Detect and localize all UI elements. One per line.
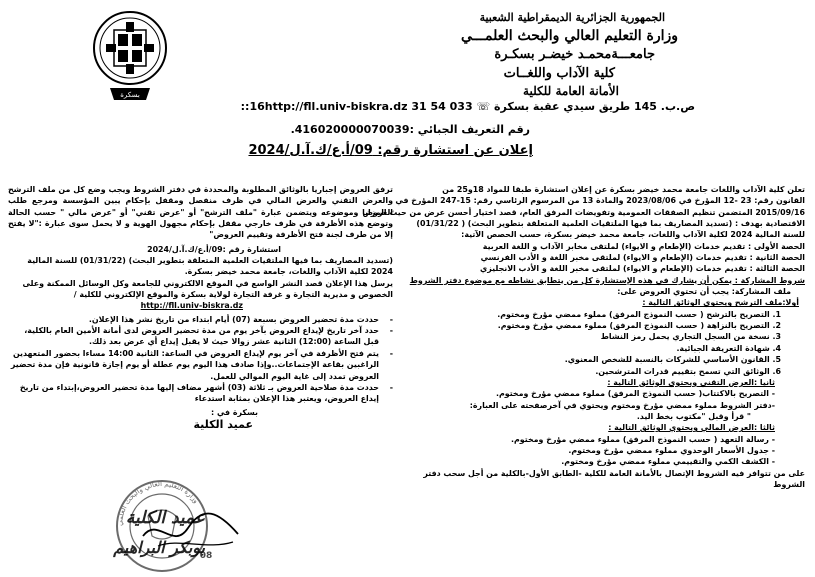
consultation-ref: استشارة رقم :09/أ.ع/ك.آ.ل/2024 (147, 244, 281, 254)
doc-item: 4. شهادة التعريفة الجبائية. (676, 343, 781, 353)
bullet-item: - حددت مدة تحضير العروض بسبعة (07) أيام ابتداء من تاريخ نشر هذا الإعلان. (88, 314, 393, 324)
right-line: القانون رقم: 23 -12 المؤرخ في 2023/08/06 والمادة 13 من المرسوم الرئاسي رقم: 15-247 المؤرخ في (395, 196, 805, 206)
purpose-text: (تسديد المصاريف بما فيها الملتقيات العلمية المتعلقة بتطوير البحث) (01/31/22) للسنة المالية 2024 لكلية الآداب واللغات، جامعة محمد خيضر بسكرة. (27, 256, 393, 277)
tax-id: رقم التعريف الجبائي :416020000070039. (290, 123, 530, 136)
doc-item: 2. التصريح بالنزاهة ( حسب النموذج المرفق) مملوء ممضي مؤرخ ومختوم. (497, 321, 781, 331)
publish-text: يرسل هذا الإعلان قصد النشر الواسع في الموقع الالكتروني للجامعة وكل الوسائل الممكنة وعلى الخصوص و مديرية التجارة و غرفة التجارة لولاية بسكرة والموقع الإلكتروني للكلية / (22, 278, 393, 300)
secretariat-title: الأمانة العامة للكلية (523, 84, 619, 98)
right-line: تعلن كلية الآداب واللغات جامعة محمد خيضر بسكرة عن إعلان استشارة طبقا للمواد 18و25 من (442, 185, 805, 194)
submission-instructions: ترفق العروض إجباريا بالوثائق المطلوبة والمحددة في دفتر الشروط ويجب وضع كل من ملف الترشح والعرض التقني والعرض المالي في ظرف منفصل ومقفل بإحكام يبين المؤسسة ومرجع طلب العروض وموضوعه ويتضمن عبارة "ملف الترشح" أو "عرض تقني" أو "عرض مالي " حسب الحالة وتوضع هذه الأظرفة في ظرف خارجي مقفل بإحكام مجهول الهوية و لا يحمل سوى عبارة :"لا يفتح إلا من طرف لجنة فتح الأظرفة وتقييم العروض" (8, 185, 393, 240)
stamp-ring-text: وزارة التعليم العالي والبحث العلمي (115, 479, 201, 527)
bullet-item: - حدد آخر تاريخ لإيداع العروض بآخر يوم من مدة تحضير العروض لدى أمانة الأمين العام بالكلية، قبل الساعة (12:00) الثانية عشر زوالا حيث لا يقبل إيداع أي عرض بعد ذلك. (24, 326, 393, 347)
ministry-title: وزارة التعليم العالي والبحث العلمـــي (461, 28, 678, 44)
signature-name: عميد الكلية (125, 508, 205, 528)
bullet-item: - حددت مدة صلاحية العروض بـ ثلاثة (03) أشهر مضاف إليها مدة تحضير العروض،إبتداء من تاريخ إيداع العروض، ويعتبر هذا الإعلان بمثابة استدعاء (19, 382, 393, 404)
candidacy-file-heading: أولا:ملف الترشح ويحتوي الوثائق التالية : (642, 298, 799, 308)
left-column (8, 184, 393, 432)
right-line: للسنة المالية 2024 لكلية الآداب واللغات، جامعة محمد خيضر بسكرة، حسب الحصص الآتية: (461, 230, 805, 240)
doc-item: 5. القانون الأساسي للشركات بالنسبة للشخص المعنوي. (564, 355, 781, 365)
university-logo (90, 8, 170, 103)
closing-line: الشروط (773, 479, 805, 489)
notice-title: إعلان عن استشارة رقم: 09/أ.ع/ك.آ.ل/2024 (248, 143, 533, 158)
participation-file: ملف المشاركة: يجب أن تحتوي العروض على: (617, 287, 791, 297)
place-date: بسكرة في : (211, 407, 258, 417)
right-line: 2015/09/16 المتضمن تنظيم الصفقات العمومية وتفويضات المرفق العام، قصد اختيار أحسن عرض من حيث المزايا (362, 207, 805, 217)
logo-caption: بسكرة (120, 91, 140, 99)
closing-line: على من تتوافر فيه الشروط الإتصال بالأمانة العامة للكلية -الطابق الأول-بالكلية من أجل سحب دفتر (423, 468, 805, 478)
doc-item: -دفتر الشروط مملوء ممضي مؤرخ ومختوم ويحتوي في آخرصفحته على العبارة: (469, 400, 775, 410)
doc-item: 3. نسخة من السجل التجاري يحمل رمز النشاط (600, 332, 781, 342)
doc-item: " قرأ وقبل "مكتوب بخط اليد. (636, 411, 751, 421)
handwritten-signature (138, 506, 248, 556)
doc-item: 6. الوثائق التي تسمح بتقييم قدرات المترشحين. (595, 366, 781, 376)
dean-title: عميد الكلية (193, 417, 253, 431)
doc-item: - التصريح بالاكتتاب( حسب النموذج المرفق) مملوء ممضي مؤرخ ومختوم. (495, 389, 775, 399)
financial-offer-heading: ثالثا :العرض المالي ويحتوي الوثائق التالية : (608, 423, 775, 433)
stamp-number: 08 (199, 551, 213, 561)
doc-item: 1. التصريح بالترشح ( حسب النموذج المرفق) مملوء ممضي مؤرخ ومختوم. (497, 309, 781, 319)
republic-title: الجمهورية الجزائرية الديمقراطية الشعبية (479, 11, 665, 24)
faculty-title: كلية الآداب واللغــات (503, 66, 615, 81)
right-column (362, 184, 805, 490)
address-line: ص.ب. 145 طريق سيدي عقبة بسكرة ☏ 033 54 31 16http://fll.univ-biskra.dz:: (240, 100, 695, 113)
participation-conditions: شروط المشاركة : يمكن أن يشارك في هذه الإستشارة كل من يتطابق نشاطه مع موضوع دفتر الشروط (409, 275, 805, 285)
doc-item: - جدول الأسعار الوحدوي مملوء ممضي مؤرخ ومختوم. (568, 445, 775, 455)
faculty-website: http://fll.univ-biskra.dz (140, 301, 243, 311)
lot-3: الحصة الثالثة : تقديم خدمات (الإطعام و الايواء) لملتقى مخبر اللغة و الأدب الانجليزي (480, 264, 805, 274)
right-line: الاقتصادية بهدف : (تسديد المصاريف بما فيها الملتقيات العلمية المتعلقة بتطوير البحث) ( 01/31/22) (416, 219, 805, 229)
lot-2: الحصة الثانية : تقديم خدمات (الإطعام و الايواء) لملتقى مخبر اللغة و الأدب الفرنسي (480, 253, 805, 263)
doc-item: - الكشف الكمي والتقييمي مملوء ممضي مؤرخ ومختوم. (561, 457, 775, 467)
technical-offer-heading: ثانيا :العرض التقني ويحتوي الوثائق التالية : (607, 377, 775, 387)
lot-1: الحصة الأولى : تقديم خدمات (الإطعام و الايواء) لملتقى مخابر الآداب و اللغة العربية (482, 241, 805, 251)
doc-item: - رسالة التعهد ( حسب النموذج المرفق) مملوء ممضي مؤرخ ومختوم. (511, 434, 775, 444)
university-title: جامعـــةمحمـد خيضـر بسكـرة (494, 47, 655, 62)
bullet-item: - يتم فتح الأظرفة في آخر يوم لإيداع العروض في الساعة: الثانية 14:00 مساءا بحضور المتعهدين الراغبين بقاعة الإجتماعات..وإذا صادف هذا اليوم يوم عطلة أو يوم إجازة قانونية فإن مدة تحضير العروض تمدد إلى غاية اليوم الموالي للعمل. (10, 348, 393, 381)
signature-name-2: بوبكر البراهيم (113, 538, 205, 557)
